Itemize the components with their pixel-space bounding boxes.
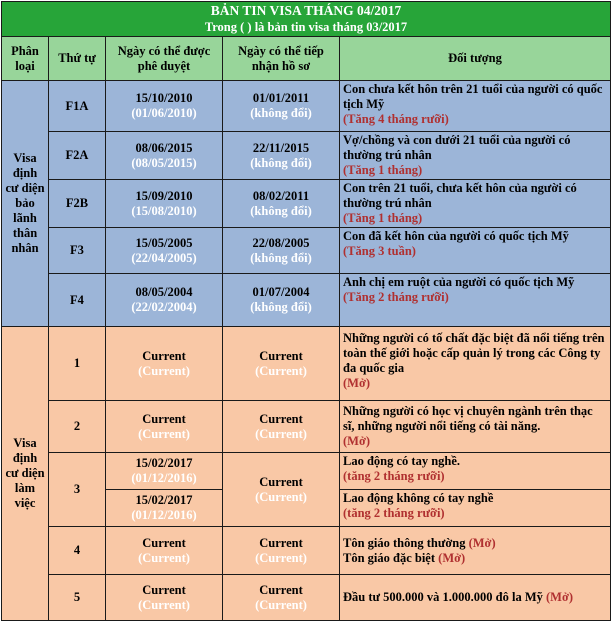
receive-date-prev: (không đổi) bbox=[250, 106, 312, 120]
change-text: (tăng 2 tháng rưỡi) bbox=[343, 469, 445, 483]
change-text: (Mở) bbox=[546, 590, 574, 604]
subject-cell bbox=[340, 327, 611, 401]
subject-cell bbox=[340, 132, 611, 180]
receive-date-prev: (Current) bbox=[255, 363, 307, 378]
approve-date: 15/09/2010 bbox=[135, 188, 193, 203]
row-code: 2 bbox=[49, 401, 106, 453]
subject-text: Những người có tố chất đặc biệt đã nổi tiếng trên toàn thế giới hoặc cấp quản lý trong các Công ty đa quốc gia bbox=[343, 331, 605, 375]
subject-text: Đầu tư 500.000 và 1.000.000 đô la Mỹ bbox=[343, 590, 543, 604]
row-code: F4 bbox=[49, 274, 106, 327]
header-order: Thứ tự bbox=[49, 37, 106, 81]
receive-date: 22/08/2005 bbox=[252, 235, 310, 250]
page-subtitle: Trong ( ) là bản tin visa tháng 03/2017 bbox=[204, 20, 408, 34]
change-text: (Tăng 1 tháng) bbox=[343, 163, 423, 177]
receive-date-prev: (không đổi) bbox=[250, 203, 312, 218]
approve-date-cell bbox=[106, 180, 223, 228]
subject-text: Lao động không có tay nghề bbox=[343, 491, 494, 505]
receive-date-cell bbox=[223, 132, 340, 180]
change-text: (Tăng 2 tháng rưỡi) bbox=[343, 290, 449, 304]
receive-date-cell bbox=[223, 453, 340, 527]
approve-date-cell bbox=[106, 453, 223, 490]
subject-text: Con đã kết hôn của người có quốc tịch Mỹ bbox=[343, 229, 569, 243]
row-code: 5 bbox=[49, 575, 106, 621]
receive-date-prev: (Current) bbox=[255, 426, 307, 441]
title-row bbox=[2, 2, 611, 37]
employment-category: Visa định cư diện làm việc bbox=[2, 327, 49, 621]
table-row bbox=[2, 274, 611, 327]
approve-date: 15/05/2005 bbox=[135, 235, 193, 250]
receive-date: 22/11/2015 bbox=[252, 140, 310, 155]
approve-date-prev: (22/04/2005) bbox=[131, 250, 197, 265]
receive-date: 01/01/2011 bbox=[252, 91, 310, 105]
change-text: (Tăng 1 tháng) bbox=[343, 211, 423, 225]
receive-date-cell bbox=[223, 180, 340, 228]
approve-date-cell bbox=[106, 490, 223, 527]
subject-cell bbox=[340, 81, 611, 132]
header-approve-date: Ngày có thể được phê duyệt bbox=[106, 37, 223, 81]
change-text: (Mở) bbox=[468, 535, 496, 550]
subject-text: Con chưa kết hôn trên 21 tuổi của người có quốc tịch Mỹ bbox=[343, 82, 603, 111]
header-category: Phân loại bbox=[2, 37, 49, 81]
approve-date-cell bbox=[106, 228, 223, 274]
subject-cell bbox=[340, 527, 611, 575]
row-code: F1A bbox=[49, 81, 106, 132]
approve-date: 15/02/2017 bbox=[135, 493, 193, 507]
table-row bbox=[2, 132, 611, 180]
subject-text: Vợ/chồng và con dưới 21 tuổi của người có thường trú nhân bbox=[343, 133, 571, 162]
receive-date: Current bbox=[259, 348, 303, 363]
approve-date: 15/02/2017 bbox=[135, 456, 193, 470]
approve-date: Current bbox=[142, 348, 186, 363]
subject-cell bbox=[340, 575, 611, 621]
receive-date-cell bbox=[223, 81, 340, 132]
row-code: 3 bbox=[49, 453, 106, 527]
table-row bbox=[2, 453, 611, 490]
change-text: (tăng 2 tháng rưỡi) bbox=[343, 506, 445, 520]
approve-date: Current bbox=[142, 411, 186, 426]
receive-date-cell bbox=[223, 228, 340, 274]
visa-bulletin-table bbox=[1, 1, 611, 621]
header-row bbox=[2, 37, 611, 81]
subject-cell bbox=[340, 490, 611, 527]
approve-date-cell bbox=[106, 132, 223, 180]
approve-date-prev: (01/12/2016) bbox=[131, 471, 197, 485]
change-text: (Mở) bbox=[343, 434, 371, 448]
receive-date-prev: (Current) bbox=[255, 550, 307, 565]
approve-date-prev: (Current) bbox=[138, 597, 190, 612]
approve-date-cell bbox=[106, 401, 223, 453]
approve-date-cell bbox=[106, 575, 223, 621]
receive-date-prev: (không đổi) bbox=[250, 300, 312, 314]
table-row bbox=[2, 575, 611, 621]
receive-date: Current bbox=[259, 582, 303, 597]
approve-date-cell bbox=[106, 527, 223, 575]
table-row bbox=[2, 527, 611, 575]
change-text: (Mở) bbox=[343, 376, 371, 390]
approve-date: Current bbox=[142, 535, 186, 550]
table-row bbox=[2, 81, 611, 132]
approve-date-cell bbox=[106, 327, 223, 401]
subject-cell bbox=[340, 228, 611, 274]
receive-date-prev: (Current) bbox=[255, 597, 307, 612]
row-code: F2B bbox=[49, 180, 106, 228]
subject-text: Anh chị em ruột của người có quốc tịch Mỹ bbox=[343, 275, 575, 289]
receive-date-cell bbox=[223, 327, 340, 401]
receive-date-prev: (không đổi) bbox=[250, 155, 312, 170]
approve-date-cell bbox=[106, 274, 223, 327]
approve-date-prev: (22/02/2004) bbox=[131, 300, 197, 314]
receive-date-cell bbox=[223, 575, 340, 621]
subject-text: Tôn giáo thông thường bbox=[343, 535, 466, 550]
subject-text: Con trên 21 tuổi, chưa kết hôn của người có thường trú nhân bbox=[343, 181, 577, 210]
header-receive-date: Ngày có thể tiếp nhận hồ sơ bbox=[223, 37, 340, 81]
receive-date-prev: (Current) bbox=[255, 489, 307, 504]
approve-date-prev: (01/06/2010) bbox=[131, 106, 197, 120]
table-row bbox=[2, 180, 611, 228]
header-subject: Đối tượng bbox=[340, 37, 611, 81]
change-text: (Tăng 3 tuần) bbox=[343, 244, 416, 258]
table-row bbox=[2, 228, 611, 274]
approve-date: 08/06/2015 bbox=[135, 140, 193, 155]
approve-date: 15/10/2010 bbox=[135, 91, 193, 105]
title-cell bbox=[2, 2, 611, 37]
approve-date-prev: (08/05/2015) bbox=[131, 155, 197, 170]
row-code: F3 bbox=[49, 228, 106, 274]
visa-bulletin bbox=[1, 1, 610, 621]
subject-text-2: Tôn giáo đặc biệt bbox=[343, 550, 436, 565]
approve-date-prev: (01/12/2016) bbox=[131, 508, 197, 522]
receive-date-cell bbox=[223, 527, 340, 575]
receive-date: Current bbox=[259, 535, 303, 550]
approve-date-cell bbox=[106, 81, 223, 132]
table-row bbox=[2, 401, 611, 453]
receive-date-cell bbox=[223, 401, 340, 453]
subject-cell bbox=[340, 180, 611, 228]
receive-date-cell bbox=[223, 274, 340, 327]
change-text-2: (Mở) bbox=[438, 550, 466, 565]
page-title: BẢN TIN VISA THÁNG 04/2017 bbox=[210, 3, 402, 18]
receive-date: 01/07/2004 bbox=[252, 285, 310, 299]
row-code: 1 bbox=[49, 327, 106, 401]
subject-cell bbox=[340, 453, 611, 490]
approve-date: 08/05/2004 bbox=[135, 285, 193, 299]
receive-date-prev: (không đổi) bbox=[250, 250, 312, 265]
approve-date-prev: (Current) bbox=[138, 550, 190, 565]
table-row bbox=[2, 327, 611, 401]
row-code: 4 bbox=[49, 527, 106, 575]
approve-date-prev: (Current) bbox=[138, 426, 190, 441]
subject-text: Những người có học vị chuyên ngành trên thạc sĩ, những người nổi tiếng có tài năng. bbox=[343, 404, 593, 433]
receive-date: Current bbox=[259, 411, 303, 426]
subject-cell bbox=[340, 274, 611, 327]
approve-date-prev: (Current) bbox=[138, 363, 190, 378]
row-code: F2A bbox=[49, 132, 106, 180]
receive-date: Current bbox=[259, 474, 303, 489]
subject-cell bbox=[340, 401, 611, 453]
approve-date-prev: (15/08/2010) bbox=[131, 203, 197, 218]
change-text: (Tăng 4 tháng rưỡi) bbox=[343, 112, 449, 126]
family-category: Visa định cư diện bảo lãnh thân nhân bbox=[2, 81, 49, 327]
approve-date: Current bbox=[142, 582, 186, 597]
receive-date: 08/02/2011 bbox=[252, 188, 310, 203]
subject-text: Lao động có tay nghề. bbox=[343, 454, 461, 468]
